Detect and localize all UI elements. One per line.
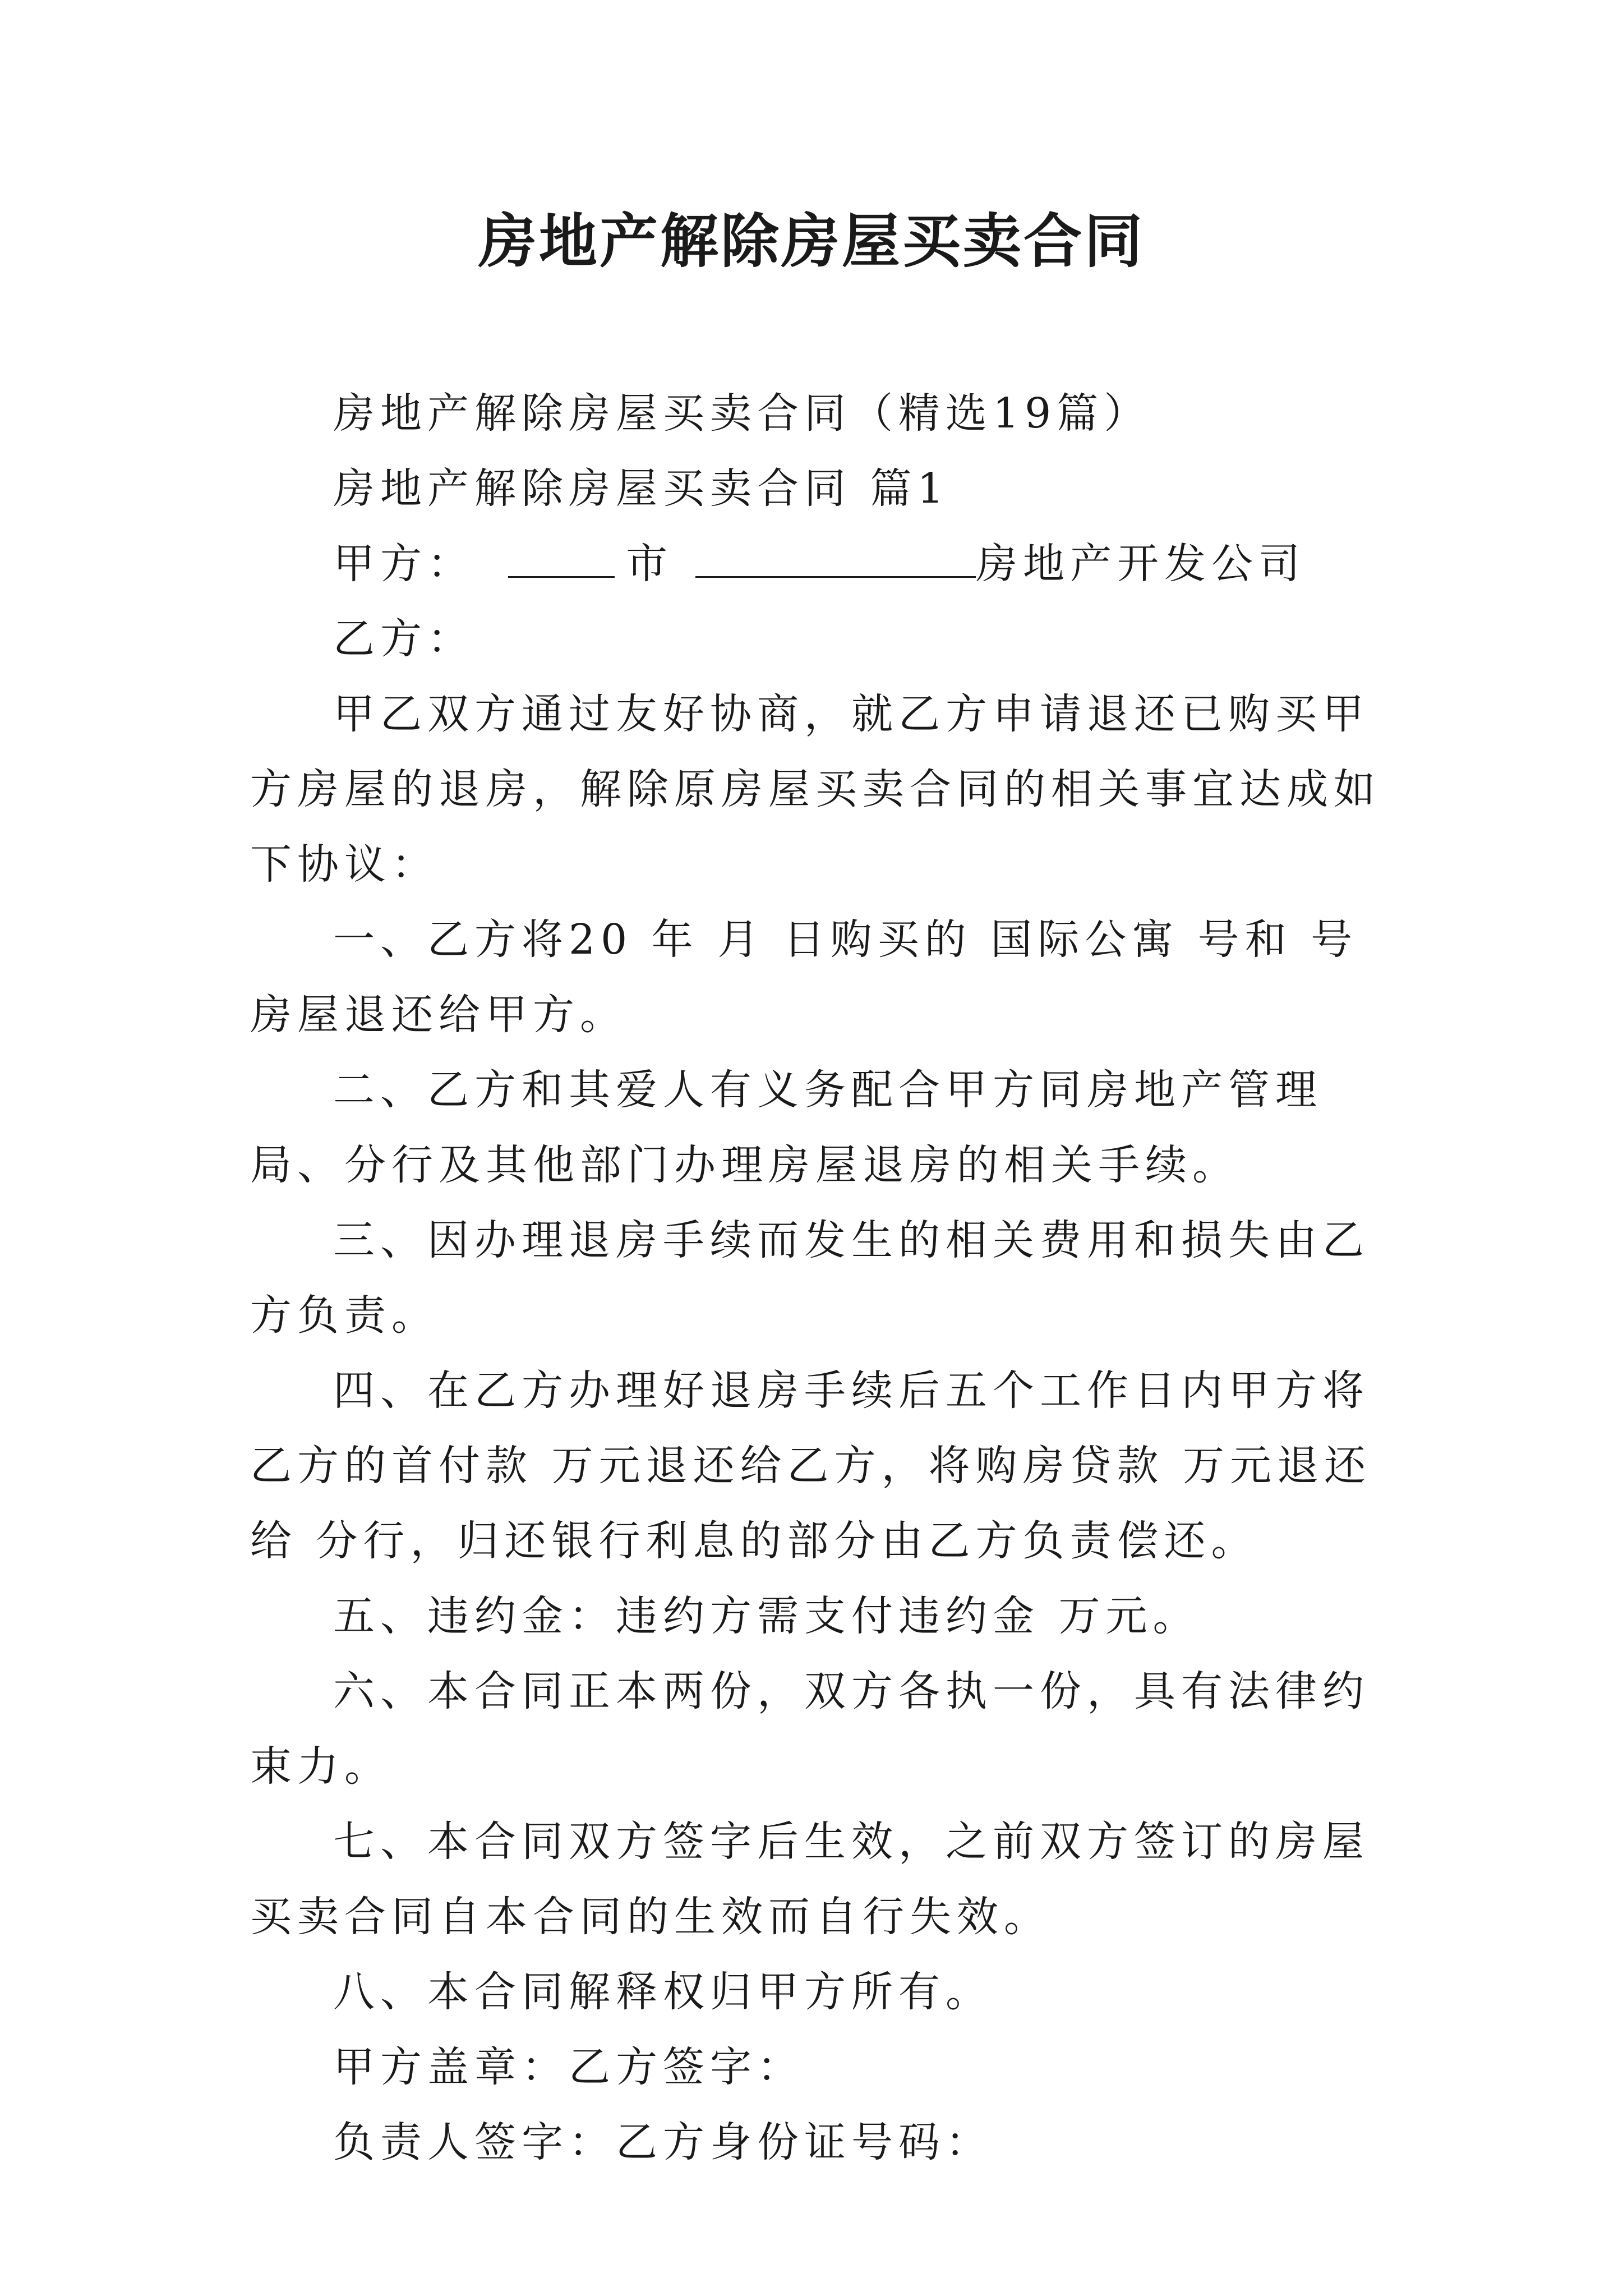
party-a-city-suffix: 市 (626, 540, 673, 588)
paragraph-intro: 甲乙双方通过友好协商，就乙方申请退还已购买甲方房屋的退房，解除原房屋买卖合同的相关事宜达成如下协议： (250, 690, 1381, 889)
paragraph-clause-3: 三、因办理退房手续而发生的相关费用和损失由乙方负责。 (250, 1216, 1370, 1340)
company-blank (695, 542, 976, 578)
document-body (250, 376, 1389, 2180)
paragraph-clause-5: 五、违约金：违约方需支付违约金 万元。 (333, 1592, 1200, 1640)
party-a-label: 甲方： (333, 540, 474, 588)
paragraph-clause-8: 八、本合同解释权归甲方所有。 (333, 1968, 993, 2016)
paragraph-clause-7: 七、本合同双方签字后生效，之前双方签订的房屋买卖合同自本合同的生效而自行失效。 (250, 1818, 1370, 1941)
party-a-line (250, 526, 1389, 601)
document-title: 房地产解除房屋买卖合同 (478, 206, 1145, 275)
paragraph-clause-6: 六、本合同正本两份，双方各执一份，具有法律约束力。 (250, 1667, 1370, 1791)
section-heading: 房地产解除房屋买卖合同 篇1 (333, 464, 949, 513)
paragraph-clause-1: 一、乙方将20 年 月 日购买的 国际公寓 号和 号房屋退还给甲方。 (250, 915, 1358, 1039)
party-a-company-suffix: 房地产开发公司 (976, 540, 1306, 588)
paragraph-clause-4: 四、在乙方办理好退房手续后五个工作日内甲方将乙方的首付款 万元退还给乙方，将购房贷款 万元退还给 分行，归还银行利息的部分由乙方负责偿还。 (250, 1366, 1372, 1565)
city-blank (508, 542, 615, 578)
party-b-label: 乙方： (333, 615, 474, 663)
signature-line-1: 甲方盖章：乙方签字： (333, 2043, 804, 2091)
signature-line-2: 负责人签字：乙方身份证号码： (333, 2118, 993, 2166)
subtitle: 房地产解除房屋买卖合同（精选19篇） (333, 389, 1151, 438)
paragraph-clause-2: 二、乙方和其爱人有义务配合甲方同房地产管理局、分行及其他部门办理房屋退房的相关手续。 (250, 1066, 1322, 1189)
